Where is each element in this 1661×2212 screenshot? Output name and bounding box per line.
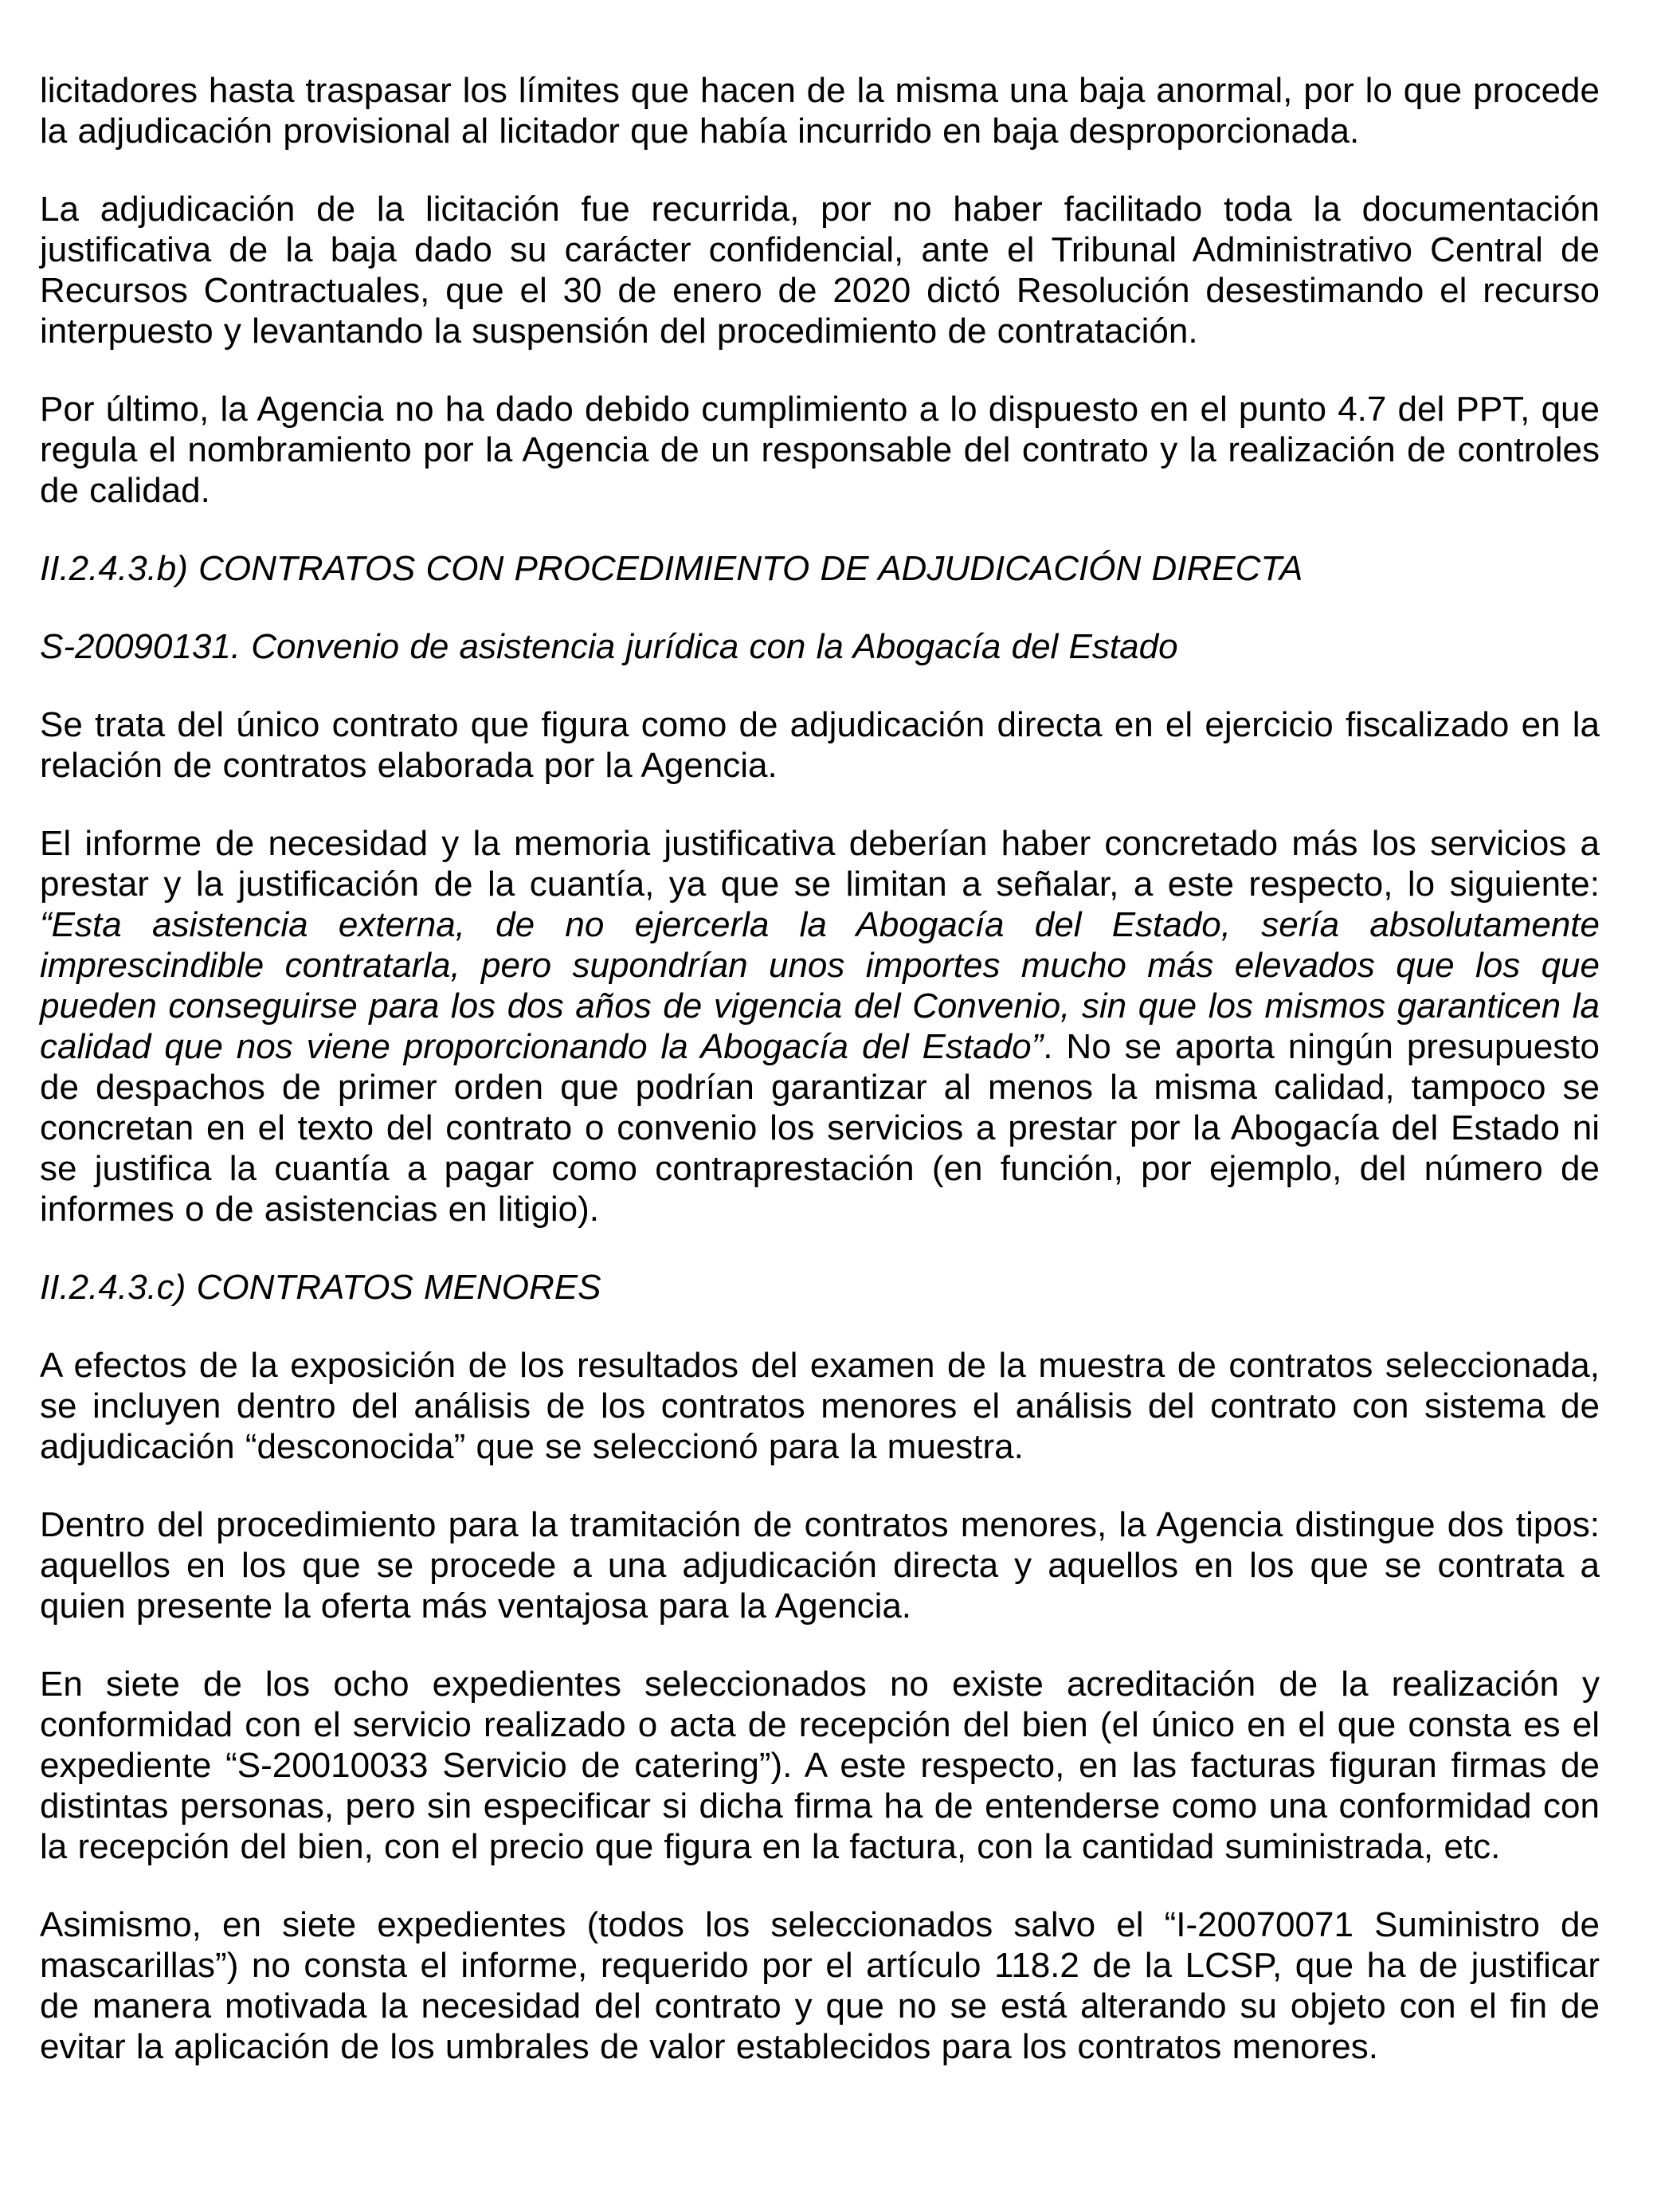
body-paragraph	[40, 1504, 1600, 1626]
text-segment: Por último, la Agencia no ha dado debido cumplimiento a lo dispuesto en el punto 4.7 del PPT, que regula el nombramiento por la Agencia de un responsable del contrato y la realización de controles de calidad.	[40, 390, 1600, 510]
body-paragraph	[40, 389, 1600, 511]
text-segment: A efectos de la exposición de los resultados del examen de la muestra de contratos seleccionada, se incluyen dentro del análisis de los contratos menores el análisis del contrato con sistema de adjudicación “desconocida” que se seleccionó para la muestra.	[40, 1346, 1600, 1466]
body-paragraph	[40, 70, 1600, 151]
italic-text-segment: II.2.4.3.b) CONTRATOS CON PROCEDIMIENTO DE ADJUDICACIÓN DIRECTA	[40, 549, 1303, 588]
body-paragraph	[40, 1345, 1600, 1467]
document-body	[40, 70, 1600, 2067]
text-segment: En siete de los ocho expedientes seleccionados no existe acreditación de la realización y conformidad con el servicio realizado o acta de recepción del bien (el único en el que consta es el expediente “S-20010033 Servicio de catering”). A este respecto, en las facturas figuran firmas de distintas personas, pero sin especificar si dicha firma ha de entenderse como una conformidad con la recepción del bien, con el precio que figura en la factura, con la cantidad suministrada, etc.	[40, 1665, 1600, 1866]
italic-text-segment: “Esta asistencia externa, de no ejercerla la Abogacía del Estado, sería absolutamente imprescindible contratarla, pero supondrían unos importes mucho más elevados que los que pueden conseguirse para los dos años de vigencia del Convenio, sin que los mismos garanticen la calidad que nos viene proporcionando la Abogacía del Estado”	[40, 905, 1600, 1066]
body-paragraph	[40, 1664, 1600, 1867]
section-heading	[40, 626, 1600, 667]
text-segment: . No se aporta ningún presupuesto de despachos de primer orden que podrían garantizar al menos la misma calidad, tampoco se concretan en el texto del contrato o convenio los servicios a prestar por la Abogacía del Estado ni se justifica la cuantía a pagar como contraprestación (en función, por ejemplo, del número de informes o de asistencias en litigio).	[40, 1027, 1600, 1229]
text-segment: El informe de necesidad y la memoria justificativa deberían haber concretado más los servicios a prestar y la justificación de la cuantía, ya que se limitan a señalar, a este respecto, lo siguiente:	[40, 824, 1600, 904]
body-paragraph	[40, 704, 1600, 786]
body-paragraph	[40, 189, 1600, 351]
text-segment: La adjudicación de la licitación fue recurrida, por no haber facilitado toda la documentación justificativa de la baja dado su carácter confidencial, ante el Tribunal Administrativo Central de Recursos Contractuales, que el 30 de enero de 2020 dictó Resolución desestimando el recurso interpuesto y levantando la suspensión del procedimiento de contratación.	[40, 190, 1600, 351]
text-segment: Dentro del procedimiento para la tramitación de contratos menores, la Agencia distingue dos tipos: aquellos en los que se procede a una adjudicación directa y aquellos en los que se contrata a quien presente la oferta más ventajosa para la Agencia.	[40, 1505, 1600, 1626]
text-segment: Se trata del único contrato que figura como de adjudicación directa en el ejercicio fiscalizado en la relación de contratos elaborada por la Agencia.	[40, 705, 1600, 785]
section-heading	[40, 1267, 1600, 1308]
body-paragraph	[40, 1904, 1600, 2067]
section-heading	[40, 548, 1600, 589]
body-paragraph	[40, 823, 1600, 1230]
text-segment: Asimismo, en siete expedientes (todos los seleccionados salvo el “I-20070071 Suministro de mascarillas”) no consta el informe, requerido por el artículo 118.2 de la LCSP, que ha de justificar de manera motivada la necesidad del contrato y que no se está alterando su objeto con el fin de evitar la aplicación de los umbrales de valor establecidos para los contratos menores.	[40, 1905, 1600, 2066]
italic-text-segment: II.2.4.3.c) CONTRATOS MENORES	[40, 1268, 601, 1307]
italic-text-segment: S-20090131. Convenio de asistencia jurídica con la Abogacía del Estado	[40, 627, 1178, 666]
text-segment: licitadores hasta traspasar los límites que hacen de la misma una baja anormal, por lo que procede la adjudicación provisional al licitador que había incurrido en baja desproporcionada.	[40, 71, 1600, 151]
